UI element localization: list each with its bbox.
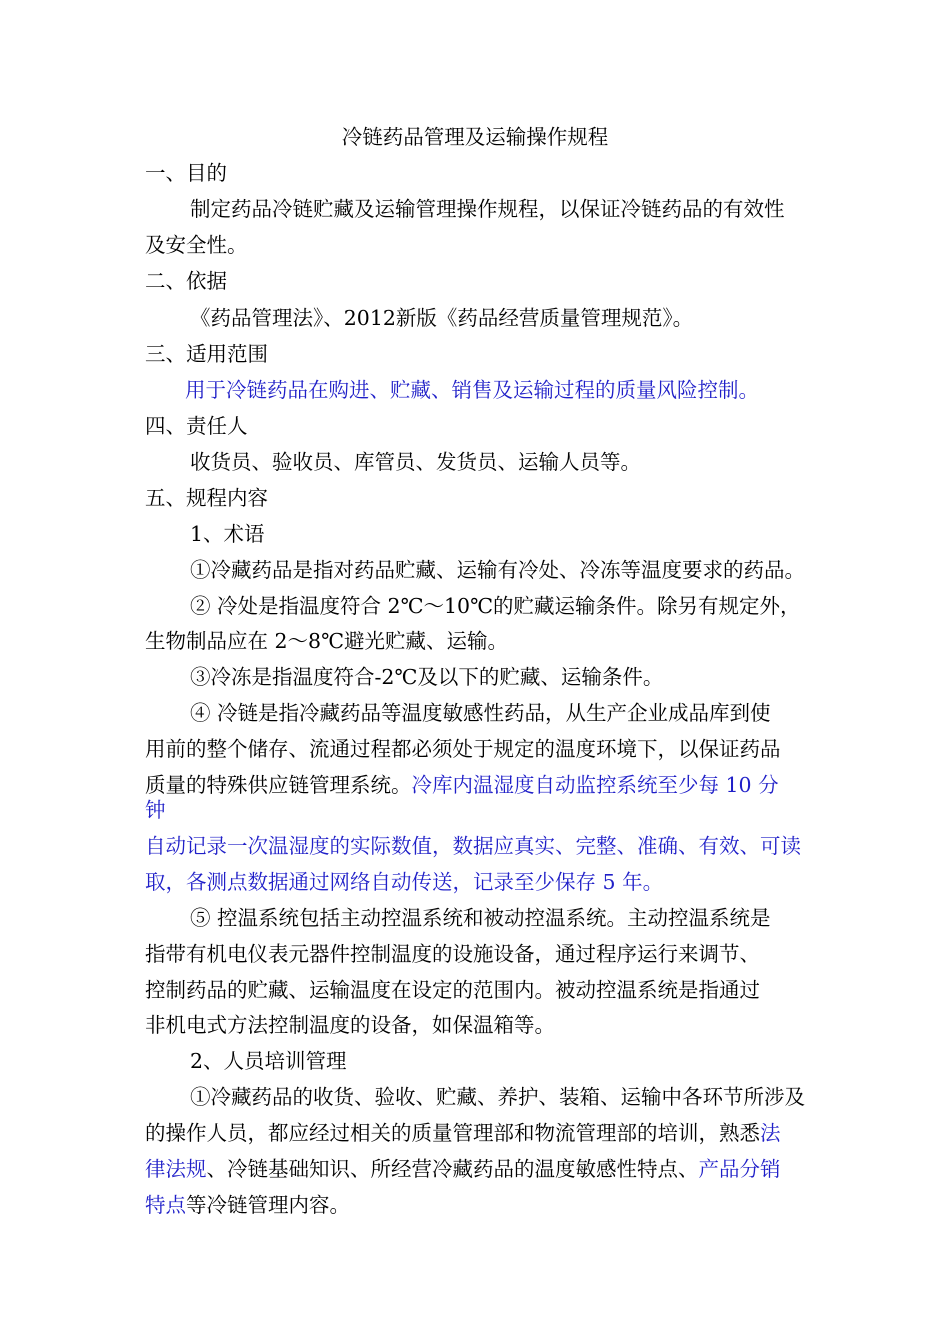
training-text-highlight: 特点 xyxy=(145,1193,186,1217)
term-text-line: ④ 冷链是指冷藏药品等温度敏感性药品，从生产企业成品库到使 xyxy=(190,701,771,725)
section-heading-purpose: 一、目的 xyxy=(145,161,227,185)
term-text-segment: 质量的特殊供应链管理系统。 xyxy=(145,773,412,797)
term-text-line: ①冷藏药品是指对药品贮藏、运输有冷处、冷冻等温度要求的药品。 xyxy=(190,558,805,582)
term-text-line: ⑤ 控温系统包括主动控温系统和被动控温系统。主动控温系统是 xyxy=(190,906,771,930)
purpose-text-line: 制定药品冷链贮藏及运输管理操作规程，以保证冷链药品的有效性 xyxy=(190,197,785,221)
training-text-line xyxy=(145,1119,781,1147)
training-text-highlight: 律法规 xyxy=(145,1157,207,1181)
training-text-segment: 等冷链管理内容。 xyxy=(186,1193,350,1217)
section-heading-basis: 二、依据 xyxy=(145,269,227,293)
section-heading-responsible: 四、责任人 xyxy=(145,414,248,438)
document-title: 冷链药品管理及运输操作规程 xyxy=(341,125,609,149)
term-text-line: 生物制品应在 2～8℃避光贮藏、运输。 xyxy=(145,629,509,653)
training-text-line: ①冷藏药品的收货、验收、贮藏、养护、装箱、运输中各环节所涉及 xyxy=(190,1085,805,1109)
scope-text-line: 用于冷链药品在购进、贮藏、销售及运输过程的质量风险控制。 xyxy=(185,378,759,402)
training-text-segment: 、冷链基础知识、所经营冷藏药品的温度敏感性特点、 xyxy=(206,1157,699,1181)
purpose-text-line: 及安全性。 xyxy=(145,233,248,257)
responsible-text-line: 收货员、验收员、库管员、发货员、运输人员等。 xyxy=(190,450,641,474)
term-text-line: 钟 xyxy=(145,798,166,822)
term-text-line: 控制药品的贮藏、运输温度在设定的范围内。被动控温系统是指通过 xyxy=(145,978,760,1002)
term-text-line: ② 冷处是指温度符合 2℃～10℃的贮藏运输条件。除另有规定外， xyxy=(190,594,801,618)
section-heading-content: 五、规程内容 xyxy=(145,486,268,510)
training-text-line xyxy=(145,1155,781,1183)
term-text-line: ③冷冻是指温度符合-2℃及以下的贮藏、运输条件。 xyxy=(190,665,664,689)
term-text-line xyxy=(145,771,779,799)
term-text-line: 用前的整个储存、流通过程都必须处于规定的温度环境下，以保证药品 xyxy=(145,737,781,761)
basis-text-line: 《药品管理法》、2012新版《药品经营质量管理规范》。 xyxy=(190,306,694,330)
term-text-line: 取，各测点数据通过网络自动传送，记录至少保存 5 年。 xyxy=(145,870,664,894)
term-text-line: 自动记录一次温湿度的实际数值，数据应真实、完整、准确、有效、可读 xyxy=(145,834,801,858)
subheading-training: 2、人员培训管理 xyxy=(190,1049,347,1073)
term-text-line: 非机电式方法控制温度的设备，如保温箱等。 xyxy=(145,1013,555,1037)
training-text-highlight: 产品分销 xyxy=(698,1157,781,1181)
training-text-segment: 的操作人员，都应经过相关的质量管理部和物流管理部的培训，熟悉 xyxy=(145,1121,760,1145)
training-text-line xyxy=(145,1191,350,1219)
section-heading-scope: 三、适用范围 xyxy=(145,342,268,366)
subheading-terms: 1、术语 xyxy=(190,522,265,546)
term-text-line: 指带有机电仪表元器件控制温度的设施设备，通过程序运行来调节、 xyxy=(145,942,760,966)
training-text-highlight: 法 xyxy=(760,1121,781,1145)
term-text-highlight: 冷库内温湿度自动监控系统至少每 10 分 xyxy=(411,773,779,797)
